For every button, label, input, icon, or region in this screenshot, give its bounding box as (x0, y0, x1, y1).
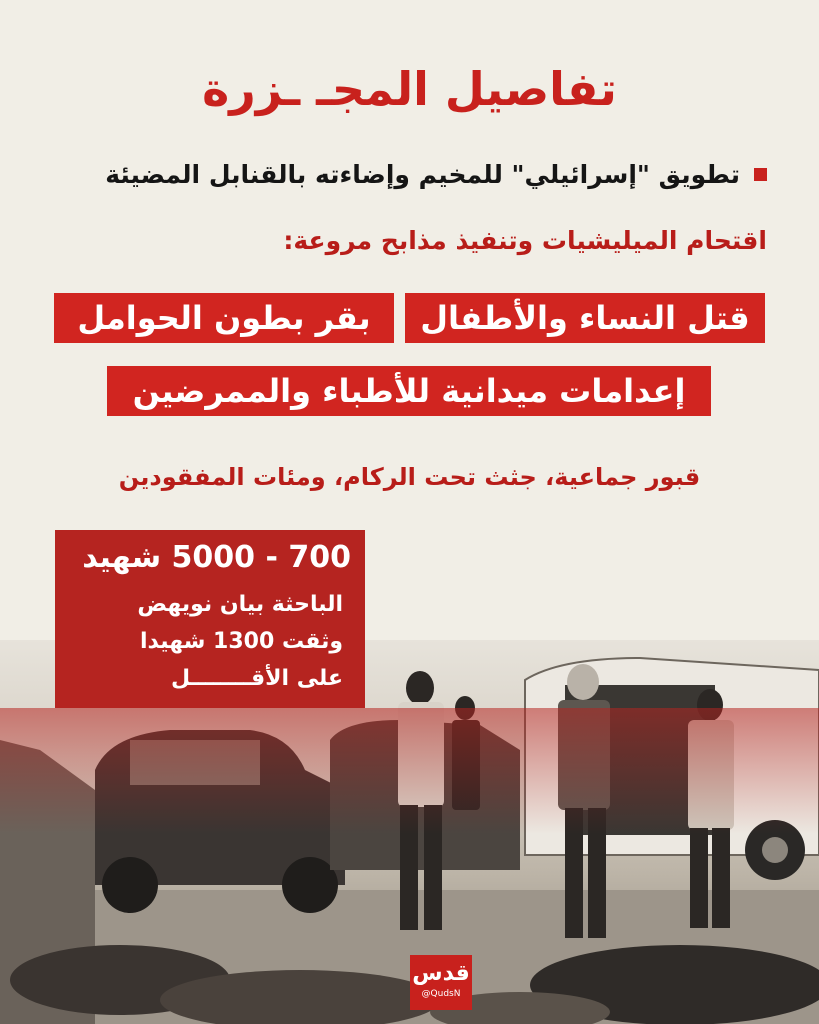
quds-logo (410, 955, 472, 1010)
label-field-executions: إعدامات ميدانية للأطباء والممرضين (107, 366, 711, 416)
militia-subtitle: اقتحام الميليشيات وتنفيذ مذابح مروعة: (283, 226, 767, 255)
researcher-line: الباحثة بيان نويهض (137, 592, 343, 617)
siege-bullet (47, 160, 767, 189)
logo-handle: @QudsN (421, 989, 461, 999)
label-women-children: قتل النساء والأطفال (405, 293, 765, 343)
poster-title: تفاصيل المجـ ـزرة (202, 62, 617, 116)
logo-word: قدس (412, 961, 470, 986)
at-least-line: على الأقــــــــل (170, 666, 343, 691)
mass-graves-text: قبور جماعية، جثث تحت الركام، ومئات المفقودين (118, 463, 701, 491)
casualty-range: 700 - 5000 شهيد (82, 540, 351, 575)
car-illustration (95, 730, 345, 913)
label-pregnant-women: بقر بطون الحوامل (54, 293, 394, 343)
documented-line: وثقت 1300 شهيدا (140, 629, 343, 654)
casualty-stats-box (55, 530, 365, 708)
siege-text: تطويق "إسرائيلي" للمخيم وإضاءته بالقنابل المضيئة (105, 160, 740, 189)
bullet-square-icon (754, 168, 767, 181)
